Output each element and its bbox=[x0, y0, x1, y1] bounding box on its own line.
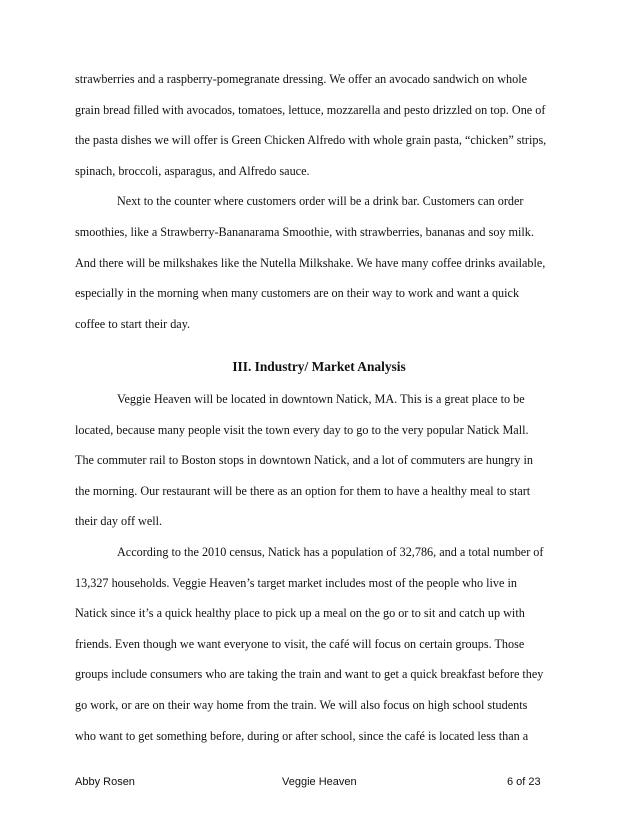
body-text-line: The commuter rail to Boston stops in downtown Natick, and a lot of commuters are hungry in bbox=[75, 453, 533, 467]
section-heading: III. Industry/ Market Analysis bbox=[232, 359, 406, 375]
body-text-line: who want to get something before, during or after school, since the café is located less than a bbox=[75, 729, 529, 743]
body-text-line: coffee to start their day. bbox=[75, 317, 191, 331]
body-text-line: Next to the counter where customers order will be a drink bar. Customers can order bbox=[117, 194, 524, 208]
body-text-line: groups include consumers who are taking the train and want to get a quick breakfast before they bbox=[75, 667, 544, 681]
body-text-line: friends. Even though we want everyone to visit, the café will focus on certain groups. Those bbox=[75, 637, 525, 651]
body-text-line: spinach, broccoli, asparagus, and Alfredo sauce. bbox=[75, 164, 310, 178]
body-text-line: smoothies, like a Strawberry-Bananarama Smoothie, with strawberries, bananas and soy milk. bbox=[75, 225, 534, 239]
body-text-line: strawberries and a raspberry-pomegranate dressing. We offer an avocado sandwich on whole bbox=[75, 72, 528, 86]
footer-title: Veggie Heaven bbox=[282, 776, 357, 788]
body-text-line: located, because many people visit the town every day to go to the very popular Natick Mall. bbox=[75, 423, 529, 437]
footer-author: Abby Rosen bbox=[75, 776, 135, 788]
footer-page-number: 6 of 23 bbox=[507, 776, 541, 788]
body-text-line: their day off well. bbox=[75, 514, 163, 528]
body-text-line: especially in the morning when many customers are on their way to work and want a quick bbox=[75, 286, 520, 300]
body-text-line: And there will be milkshakes like the Nutella Milkshake. We have many coffee drinks available, bbox=[75, 256, 546, 270]
body-text-line: grain bread filled with avocados, tomatoes, lettuce, mozzarella and pesto drizzled on top. One of bbox=[75, 103, 546, 117]
body-text-line: Natick since it’s a quick healthy place to pick up a meal on the go or to sit and catch up with bbox=[75, 606, 525, 620]
body-text-line: According to the 2010 census, Natick has a population of 32,786, and a total number of bbox=[117, 545, 544, 559]
body-text-line: 13,327 households. Veggie Heaven’s target market includes most of the people who live in bbox=[75, 576, 517, 590]
body-text-line: go work, or are on their way home from the train. We will also focus on high school students bbox=[75, 698, 528, 712]
body-text-line: the pasta dishes we will offer is Green Chicken Alfredo with whole grain pasta, “chicken” strips, bbox=[75, 133, 547, 147]
body-text-line: Veggie Heaven will be located in downtown Natick, MA. This is a great place to be bbox=[117, 392, 525, 406]
body-text-line: the morning. Our restaurant will be there as an option for them to have a healthy meal to start bbox=[75, 484, 531, 498]
